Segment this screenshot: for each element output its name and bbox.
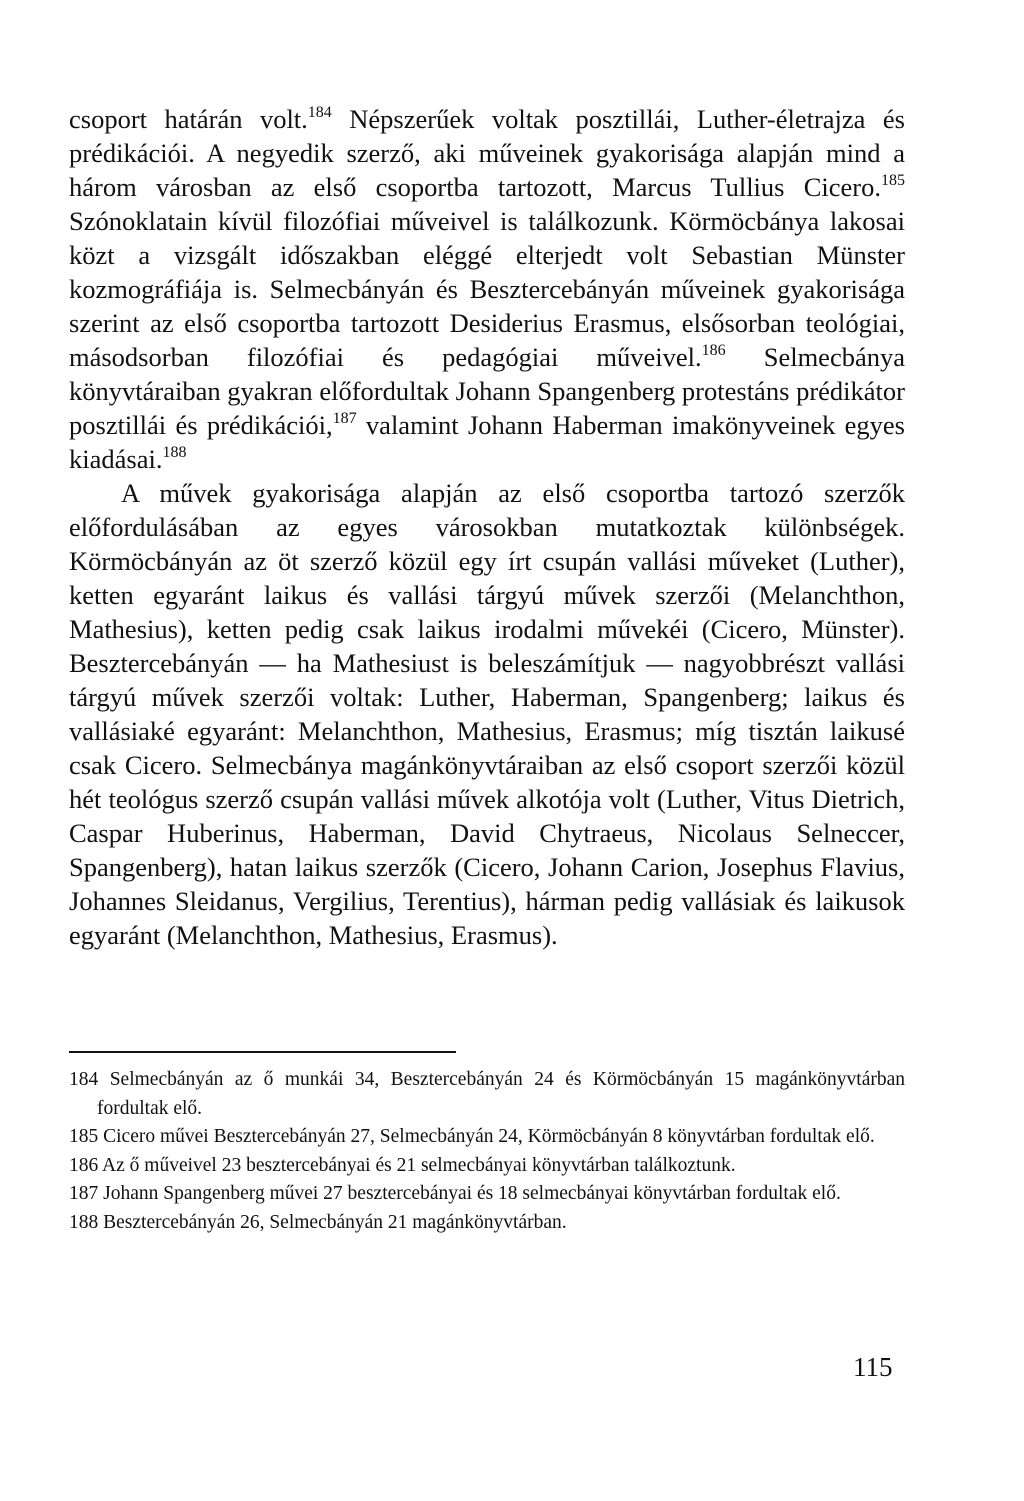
footnote-184: 184 Selmecbányán az ő munkái 34, Besztercebányán 24 és Körmöcbányán 15 magánkönyvtárban fordultak elő.: [69, 1069, 905, 1119]
footnote-186: 186 Az ő műveivel 23 besztercebányai és 21 selmecbányai könyvtárban találkoztunk.: [69, 1154, 736, 1176]
footnote-ref-187: 187: [332, 410, 357, 428]
footnote-185: 185 Cicero művei Besztercebányán 27, Selmecbányán 24, Körmöcbányán 8 könyvtárban fordultak elő.: [69, 1126, 875, 1147]
footnotes: [69, 1066, 905, 1237]
footnote-separator: [69, 1051, 456, 1053]
footnote-ref-186: 186: [701, 342, 726, 360]
footnote-ref-185: 185: [881, 172, 905, 190]
page-number: 115: [853, 1352, 893, 1382]
paragraph-1: [69, 102, 905, 476]
footnote-188: 188 Besztercebányán 26, Selmecbányán 21 magánkönyvtárban.: [69, 1211, 567, 1233]
footnote-187: 187 Johann Spangenberg művei 27 besztercebányai és 18 selmecbányai könyvtárban fordultak elő.: [69, 1183, 841, 1204]
text-run: Selmecbánya könyvtáraiban gyakran előfordultak Johann Spangenberg protestáns prédikátor posztillái és prédikációi,: [69, 342, 905, 440]
footnote-ref-188: 188: [162, 444, 187, 462]
paragraph-2: [69, 476, 905, 952]
footnote-ref-184: 184: [307, 104, 332, 122]
text-run: Szónoklatain kívül filozófiai műveivel is találkozunk. Körmöcbánya lakosai közt a vizsgált időszakban eléggé elterjedt volt Sebastian Münster kozmográfiája is. Selmecbányán és Besztercebányán műveinek gyakorisága szerint az első csoportba tartozott Desiderius Erasmus, elsősorban teológiai, másodsorban filozófiai és pedagógiai műveivel.: [69, 206, 905, 372]
text-run: A művek gyakorisága alapján az első csoportba tartozó szerzők előfordulásában az egyes városokban mutatkoztak különbségek. Körmöcbányán az öt szerző közül egy írt csupán vallási műveket (Luther), ketten egyaránt laikus és vallási tárgyú művek szerzői (Melanchthon, Mathesius), ketten pedig csak laikus irodalmi művekéi (Cicero, Münster). Besztercebányán — ha Mathesiust is beleszámítjuk — nagyobbrészt vallási tárgyú művek szerzői voltak: Luther, Haberman, Spangenberg; laikus és vallásiaké egyaránt: Melanchthon, Mathesius, Erasmus; míg tisztán laikusé csak Cicero. Selmecbánya magánkönyvtáraiban az első csoport szerzői közül hét teológus szerző csupán vallási művek alkotója volt (Luther, Vitus Dietrich, Caspar Huberinus, Haberman, David Chytraeus, Nicolaus Selneccer, Spangenberg), hatan laikus szerzők (Cicero, Johann Carion, Josephus Flavius, Johannes Sleidanus, Vergilius, Terentius), hárman pedig vallásiak és laikusok egyaránt (Melanchthon, Mathesius, Erasmus).: [69, 478, 905, 950]
text-run: valamint Johann Haberman imakönyveinek egyes kiadásai.: [69, 410, 905, 474]
text-run: csoport határán volt.: [69, 104, 308, 134]
text-run: Népszerűek voltak posztillái, Luther-életrajza és prédikációi. A negyedik szerző, aki műveinek gyakorisága alapján mind a három városban az első csoportba tartozott, Marcus Tullius Cicero.: [69, 104, 905, 202]
body-text: [69, 102, 905, 952]
